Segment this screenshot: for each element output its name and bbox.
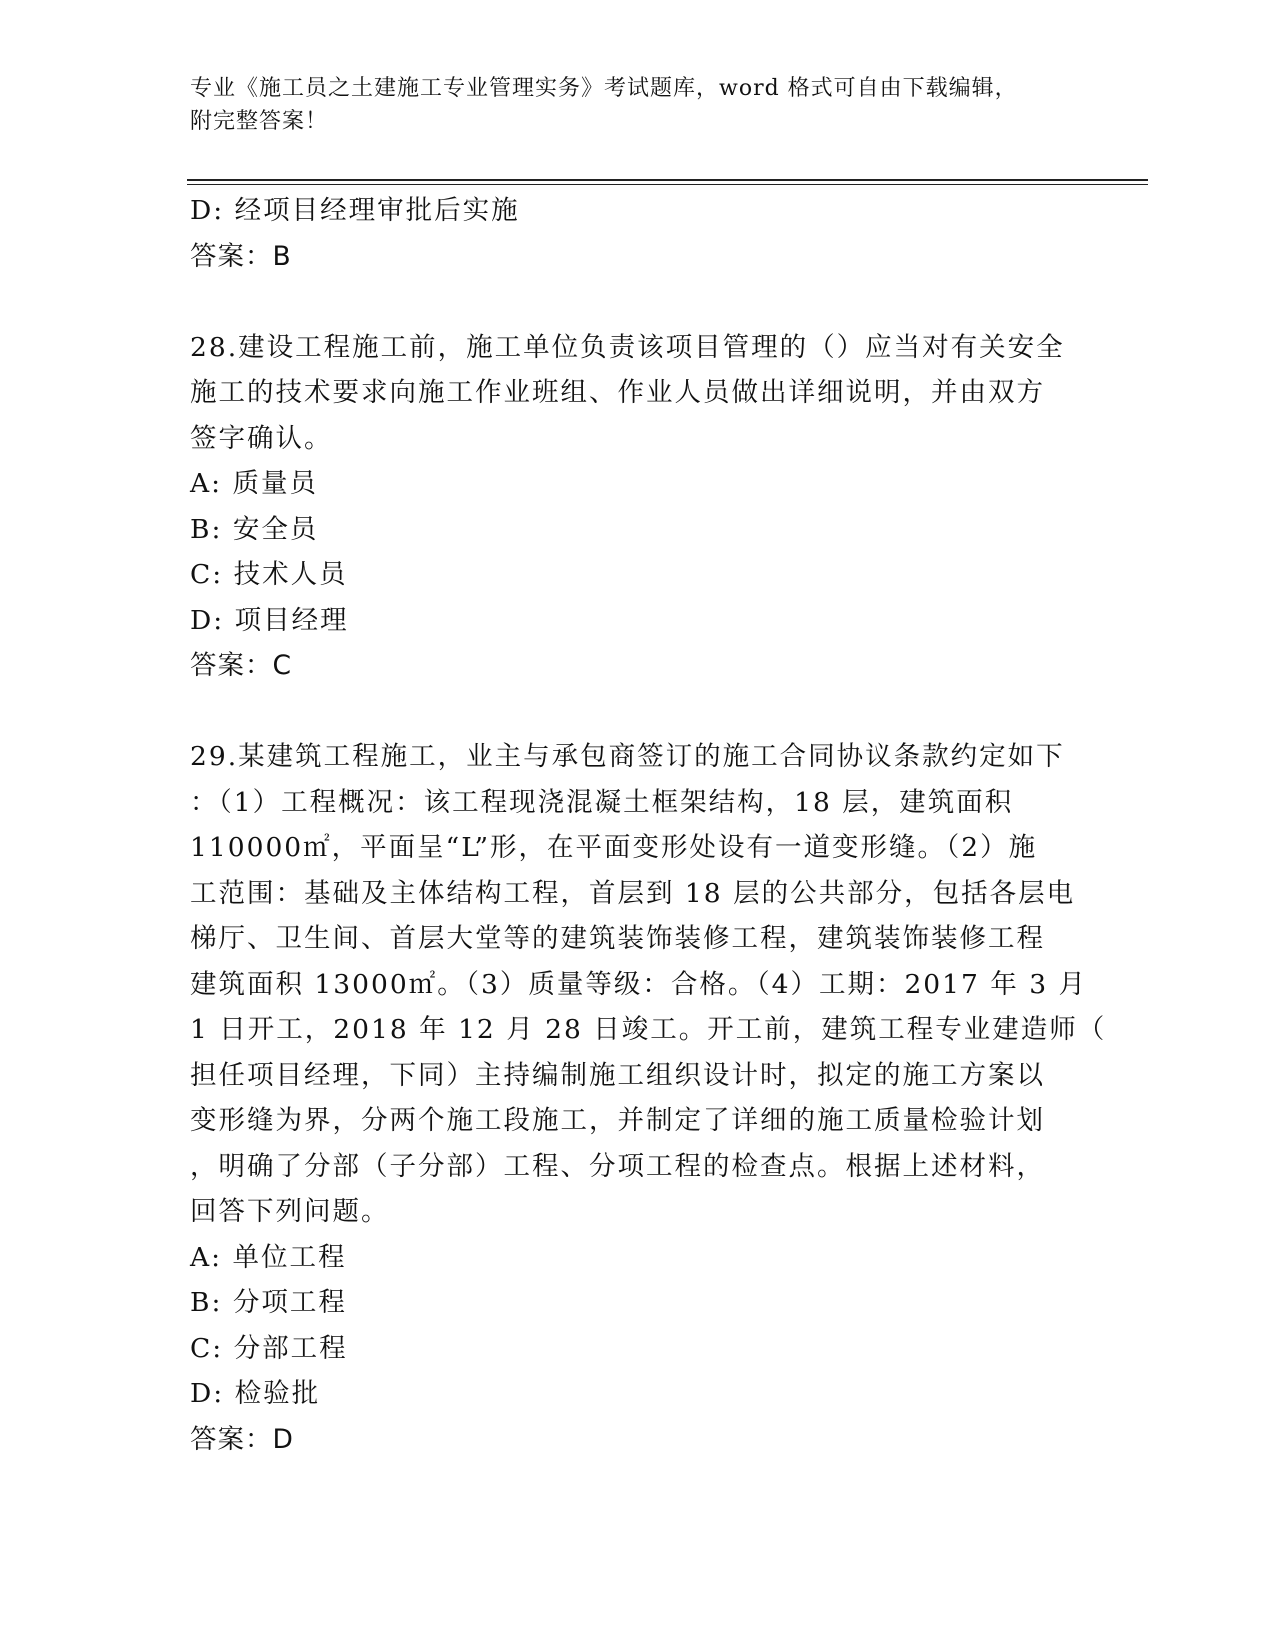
header-divider-thick bbox=[187, 179, 1148, 181]
q29-stem-line-1: 29.某建筑工程施工，业主与承包商签订的施工合同协议条款约定如下 bbox=[190, 741, 1065, 772]
q29-option-a: A: 单位工程 bbox=[190, 1241, 347, 1273]
header-divider-thin bbox=[187, 184, 1148, 185]
q29-option-c: C: 分部工程 bbox=[190, 1332, 348, 1364]
q29-stem-line-7: 1 日开工，2018 年 12 月 28 日竣工。开工前，建筑工程专业建造师（ bbox=[190, 1014, 1107, 1045]
q28-answer: 答案：C bbox=[190, 650, 293, 681]
q28-stem-line-1: 28.建设工程施工前，施工单位负责该项目管理的（）应当对有关安全 bbox=[190, 331, 1065, 363]
q29-stem-line-5: 梯厅、卫生间、首层大堂等的建筑装饰装修工程，建筑装饰装修工程 bbox=[190, 923, 1045, 954]
q28-option-b: B: 安全员 bbox=[190, 513, 319, 545]
q29-stem-line-10: ，明确了分部（子分部）工程、分项工程的检查点。根据上述材料， bbox=[190, 1150, 1045, 1182]
q28-option-c: C: 技术人员 bbox=[190, 559, 348, 590]
question-content bbox=[190, 188, 1107, 1462]
q29-option-b: B: 分项工程 bbox=[190, 1287, 347, 1318]
q28-stem-line-2: 施工的技术要求向施工作业班组、作业人员做出详细说明，并由双方 bbox=[190, 377, 1045, 408]
spacer bbox=[190, 689, 1090, 735]
q29-stem-line-3: 110000㎡，平面呈“L”形，在平面变形处设有一道变形缝。（2）施 bbox=[190, 832, 1038, 863]
header-line-1: 专业《施工员之土建施工专业管理实务》考试题库，word 格式可自由下载编辑， bbox=[190, 76, 1018, 101]
q29-option-d: D: 检验批 bbox=[190, 1378, 321, 1409]
question-29 bbox=[190, 734, 1107, 1462]
question-28 bbox=[190, 325, 1090, 689]
q29-stem-line-2: ：（1）工程概况：该工程现浇混凝土框架结构，18 层，建筑面积 bbox=[190, 786, 1014, 818]
prev-option-d: D: 经项目经理审批后实施 bbox=[190, 195, 520, 226]
q28-stem-line-3: 签字确认。 bbox=[190, 422, 333, 454]
q29-stem-line-4: 工范围：基础及主体结构工程，首层到 18 层的公共部分，包括各层电 bbox=[190, 877, 1076, 909]
document-header bbox=[190, 72, 1070, 138]
q29-stem-line-9: 变形缝为界，分两个施工段施工，并制定了详细的施工质量检验计划 bbox=[190, 1105, 1045, 1136]
q29-stem-line-8: 担任项目经理，下同）主持编制施工组织设计时，拟定的施工方案以 bbox=[190, 1059, 1045, 1091]
q28-option-a: A: 质量员 bbox=[190, 468, 318, 499]
q29-stem-line-11: 回答下列问题。 bbox=[190, 1196, 390, 1227]
q29-answer: 答案：D bbox=[190, 1423, 294, 1455]
prev-answer: 答案：B bbox=[190, 240, 292, 272]
q29-stem-line-6: 建筑面积 13000㎡。（3）质量等级：合格。（4）工期：2017 年 3 月 bbox=[190, 968, 1088, 1000]
spacer bbox=[190, 279, 1090, 325]
q28-option-d: D: 项目经理 bbox=[190, 604, 349, 636]
header-line-2: 附完整答案！ bbox=[190, 109, 329, 134]
